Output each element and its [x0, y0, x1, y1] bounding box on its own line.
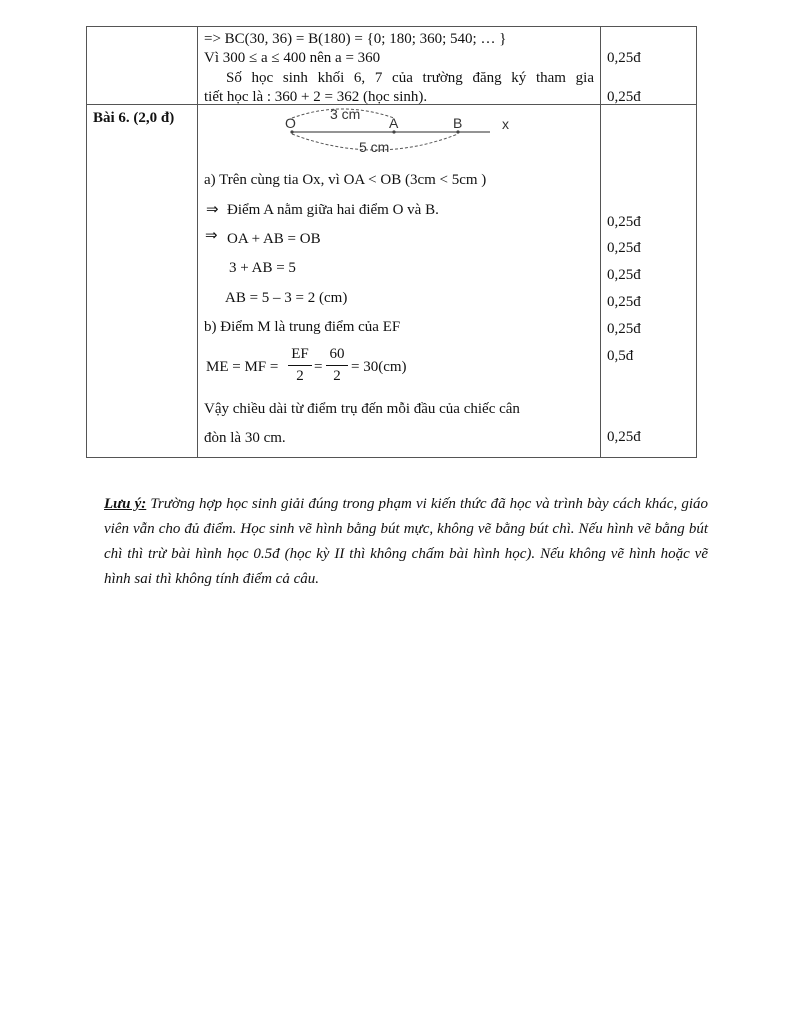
table-border-left [86, 26, 87, 458]
grading-note [104, 492, 708, 592]
table-border-right [696, 26, 697, 458]
row2-score-7: 0,25đ [607, 429, 641, 445]
table-col-divider-1 [197, 26, 198, 458]
equation-1: 3 + AB = 5 [229, 260, 296, 276]
problem-label: Bài 6. (2,0 đ) [93, 110, 175, 126]
conclusion-line-1: Vậy chiều dài từ điểm trụ đến mỗi đầu của chiếc cân [204, 401, 520, 417]
fraction-2-bar [326, 365, 348, 366]
row1-score-2: 0,25đ [607, 89, 641, 105]
conclusion-line-2: đòn là 30 cm. [204, 430, 286, 446]
row1-line-1: => BC(30, 36) = B(180) = {0; 180; 360; 540; … } [204, 31, 507, 47]
point-b-label: B [453, 115, 463, 131]
measure-5cm: 5 cm [359, 139, 390, 155]
row1-line-3: Số học sinh khối 6, 7 của trường đăng ký tham gia [226, 70, 594, 86]
part-b-intro: b) Điểm M là trung điểm của EF [204, 319, 401, 335]
row2-score-5: 0,25đ [607, 321, 641, 337]
row2-score-6: 0,5đ [607, 348, 634, 364]
row1-score-1: 0,25đ [607, 50, 641, 66]
segment-figure [276, 106, 516, 158]
implies-line-2: OA + AB = OB [227, 231, 321, 247]
row2-score-4: 0,25đ [607, 294, 641, 310]
row1-line-2: Vì 300 ≤ a ≤ 400 nên a = 360 [204, 50, 381, 66]
point-x-label: x [502, 116, 509, 132]
fraction-2-numerator: 60 [329, 346, 345, 362]
implies-symbol-2: ⇒ [205, 228, 218, 244]
row2-score-2: 0,25đ [607, 240, 641, 256]
formula-equals: = [314, 359, 323, 375]
table-border-bottom [86, 457, 697, 458]
implies-line-1: Điểm A nằm giữa hai điểm O và B. [227, 202, 439, 218]
equation-2: AB = 5 – 3 = 2 (cm) [225, 290, 348, 306]
row1-line-4: tiết học là : 360 + 2 = 362 (học sinh). [204, 89, 428, 105]
fraction-1-bar [288, 365, 312, 366]
fraction-1-denominator: 2 [296, 368, 304, 384]
row2-score-3: 0,25đ [607, 267, 641, 283]
note-label: Lưu ý: [104, 496, 147, 512]
measure-3cm: 3 cm [330, 106, 361, 122]
note-text: Trường hợp học sinh giải đúng trong phạm vi kiến thức đã học và trình bày cách khác, giáo viên vẫn cho đủ điểm. Học sinh vẽ hình bằng bút mực, không vẽ bằng bút chì. Nếu hình vẽ bằng bút chì thì trừ bài hình học 0.5đ (học kỳ II thì không chấm bài hình học). Nếu không vẽ hình hoặc vẽ hình sai thì không tính điểm cả câu. [104, 496, 708, 587]
formula-left: ME = MF = [206, 359, 279, 375]
part-a-intro: a) Trên cùng tia Ox, vì OA < OB (3cm < 5cm ) [204, 172, 487, 188]
fraction-2-denominator: 2 [333, 368, 341, 384]
fraction-1-numerator: EF [291, 346, 309, 362]
row2-score-1: 0,25đ [607, 214, 641, 230]
point-a-label: A [389, 115, 399, 131]
implies-symbol-1: ⇒ [206, 202, 219, 218]
formula-right: = 30(cm) [351, 359, 407, 375]
table-border-top [86, 26, 697, 27]
point-o-label: O [285, 115, 296, 131]
table-col-divider-2 [600, 26, 601, 458]
